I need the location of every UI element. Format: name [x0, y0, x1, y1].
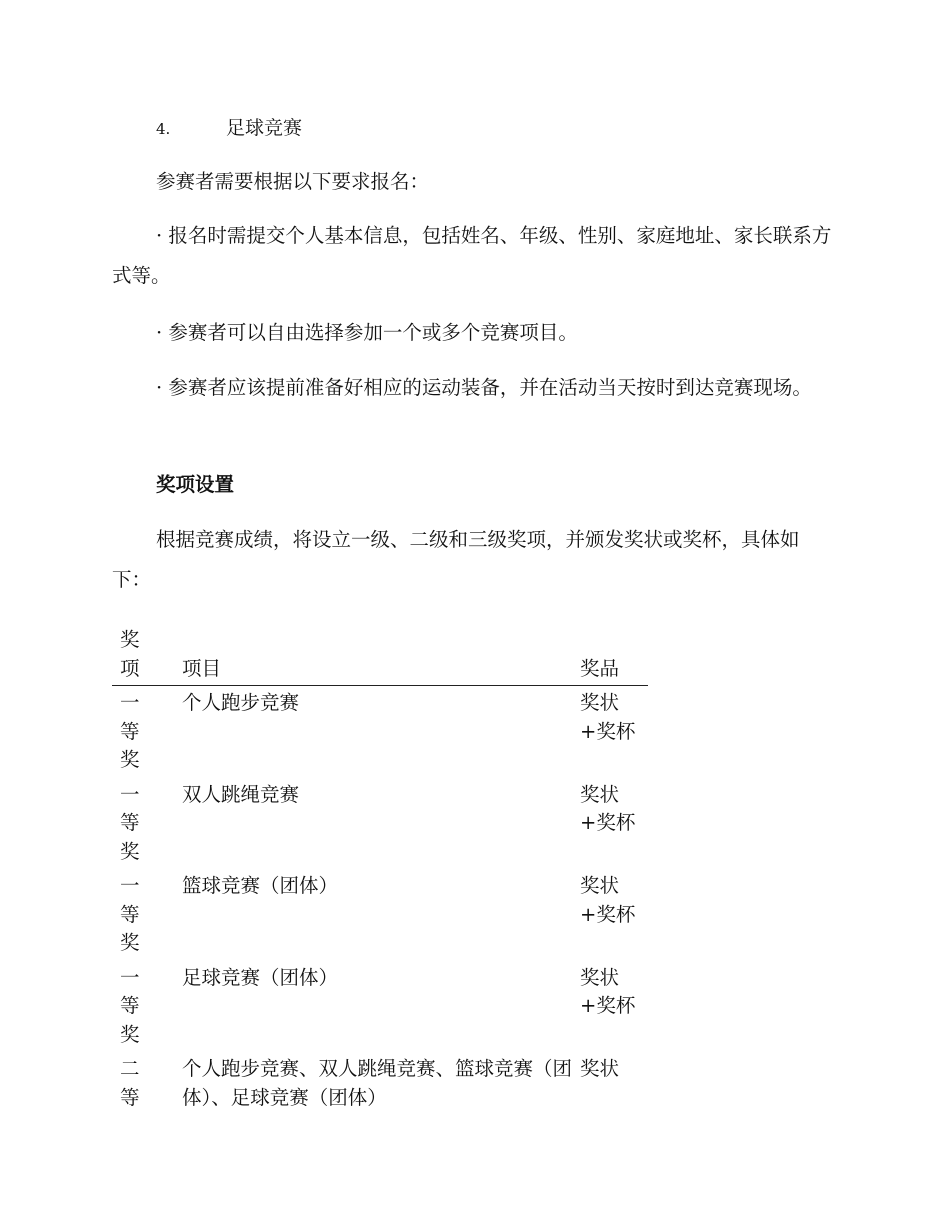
cell-prize: 奖状+奖杯 — [580, 874, 636, 926]
cell-award: 一等奖 — [120, 782, 140, 863]
cell-prize: 奖状 — [580, 1057, 620, 1080]
cell-award: 一等奖 — [120, 691, 140, 771]
awards-table — [112, 626, 648, 1115]
table-header-row — [112, 626, 648, 686]
table-row — [112, 869, 648, 961]
list-number: 4. — [156, 120, 171, 138]
bullet-choose-events: · 参赛者可以自由选择参加一个或多个竞赛项目。 — [156, 321, 578, 344]
cell-event: 个人跑步竞赛、双人跳绳竞赛、篮球竞赛（团体）、足球竞赛（团体） — [182, 1057, 573, 1109]
cell-prize: 奖状+奖杯 — [580, 965, 636, 1017]
cell-event: 足球竞赛（团体） — [182, 965, 339, 989]
cell-prize: 奖状+奖杯 — [580, 782, 636, 834]
registration-intro: 参赛者需要根据以下要求报名： — [156, 170, 430, 193]
cell-award: 一等奖 — [120, 965, 140, 1046]
list-item-text: 足球竞赛 — [226, 117, 303, 139]
cell-prize: 奖状+奖杯 — [580, 691, 636, 743]
cell-event: 双人跳绳竞赛 — [182, 782, 300, 806]
table-row — [112, 1052, 648, 1115]
header-event: 项目 — [182, 656, 222, 680]
cell-event: 个人跑步竞赛 — [182, 691, 300, 714]
cell-award: 二等 — [120, 1057, 140, 1109]
section-title-awards: 奖项设置 — [156, 473, 235, 496]
cell-award: 一等奖 — [120, 874, 140, 954]
header-award: 奖项 — [120, 628, 140, 680]
table-row — [112, 686, 648, 778]
cell-event: 篮球竞赛（团体） — [182, 874, 339, 897]
awards-intro: 根据竞赛成绩，将设立一级、二级和三级奖项，并颁发奖状或奖杯，具体如下： — [112, 528, 800, 591]
table-row — [112, 778, 648, 870]
header-prize: 奖品 — [580, 656, 620, 680]
bullet-personal-info: · 报名时需提交个人基本信息，包括姓名、年级、性别、家庭地址、家长联系方式等。 — [112, 224, 832, 287]
table-row — [112, 961, 648, 1053]
bullet-equipment: · 参赛者应该提前准备好相应的运动装备，并在活动当天按时到达竞赛现场。 — [156, 376, 812, 399]
list-item-heading — [156, 114, 302, 143]
